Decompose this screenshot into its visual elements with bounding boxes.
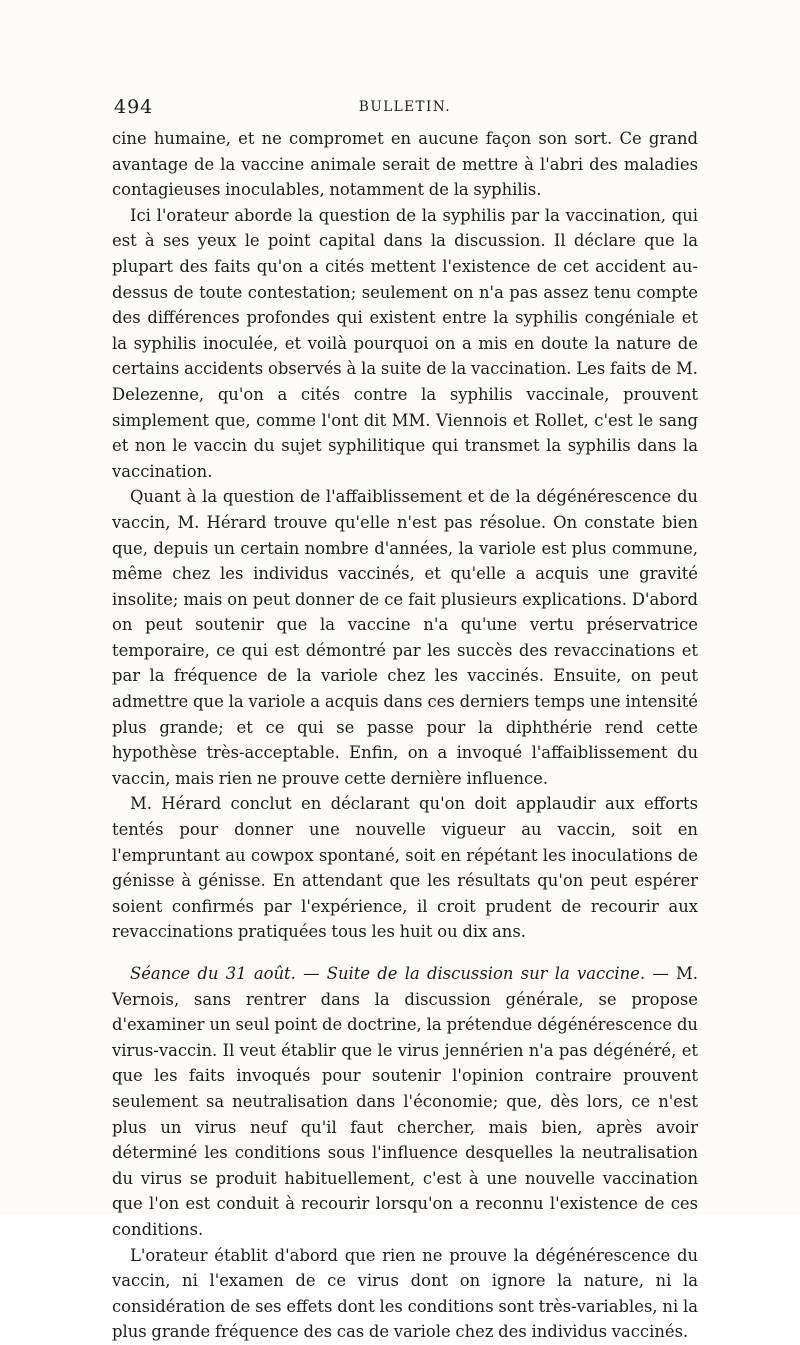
paragraph-degenerescence: Quant à la question de l'affaiblissement et de la dégénérescence du vaccin, M. Hérard trouve qu'elle n'est pas résolue. On constate bien que, depuis un certain nombre d'années, la variole est plus commune, même chez les individus vaccinés, et qu'elle a acquis une gravité insolite; mais on peut donner de ce fait plusieurs explications. D'abord on peut soutenir que la vaccine n'a qu'une vertu préservatrice temporaire, ce qui est démontré par les succès des revaccinations et par la fréquence de la variole chez les vaccinés. Ensuite, on peut admettre que la variole a acquis dans ces derniers temps une intensité plus grande; et ce qui se passe pour la diphthérie rend cette hypothèse très-acceptable. Enfin, on a invoqué l'affaiblissement du vaccin, mais rien ne prouve cette dernière influence. bbox=[112, 487, 698, 788]
paragraph-syphilis: Ici l'orateur aborde la question de la syphilis par la vaccination, qui est à ses yeux le point capital dans la discussion. Il déclare que la plupart des faits qu'on a cités mettent l'existence de cet accident au-dessus de toute contestation; seulement on n'a pas assez tenu compte des différences profondes qui existent entre la syphilis congéniale et la syphilis inoculée, et voilà pourquoi on a mis en doute la nature de certains accidents observés à la suite de la vaccination. Les faits de M. Delezenne, qu'on a cités contre la syphilis vaccinale, prouvent simplement que, comme l'ont dit MM. Viennois et Rollet, c'est le sang et non le vaccin du sujet syphilitique qui transmet la syphilis dans la vaccination. bbox=[112, 205, 698, 481]
running-head: BULLETIN. bbox=[358, 99, 452, 115]
paragraph-herard-conclusion: M. Hérard conclut en déclarant qu'on doit applaudir aux efforts tentés pour donner une nouvelle vigueur au vaccin, soit en l'empruntant au cowpox spontané, soit en répétant les inoculations de génisse à génisse. En attendant que les résultats qu'on peut espérer soient confirmés par l'expérience, il croit prudent de recourir aux revaccinations pratiquées tous les huit ou dix ans. bbox=[112, 794, 698, 942]
paragraph-continuation: cine humaine, et ne compromet en aucune façon son sort. Ce grand avantage de la vaccine animale serait de mettre à l'abri des maladies contagieuses inoculables, notamment de la syphilis. bbox=[112, 129, 698, 200]
body-text bbox=[112, 126, 698, 1345]
page-header bbox=[112, 94, 698, 124]
paragraph-seance-31-aout bbox=[112, 961, 698, 1243]
seance-dash: — bbox=[295, 964, 327, 983]
vernois-text: Vernois, sans rentrer dans la discussion générale, se propose d'examiner un seul point de doctrine, la prétendue dégénérescence du virus-vaccin. Il veut établir que le virus jennérien n'a pas dégénéré, et que les faits invoqués pour soutenir l'opinion contraire prouvent seulement sa neutralisation dans l'économie; que, dès lors, ce n'est plus un virus neuf qu'il faut chercher, mais bien, après avoir déterminé les conditions sous l'influence desquelles la neutralisation du virus se produit habituellement, c'est à une nouvelle vaccination que l'on est conduit à recourir lorsqu'on a reconnu l'existence de ces conditions. bbox=[112, 989, 698, 1239]
speaker-title: M. bbox=[676, 964, 699, 983]
seance-date: Séance du 31 août. bbox=[130, 964, 296, 983]
seance-dash-2: — bbox=[645, 964, 677, 983]
seance-subject: Suite de la discussion sur la vaccine. bbox=[326, 964, 646, 983]
paragraph-orateur: L'orateur établit d'abord que rien ne prouve la dégénérescence du vaccin, ni l'examen de ce virus dont on ignore la nature, ni la considération de ses effets dont les conditions sont très-variables, ni la plus grande fréquence des cas de variole chez des individus vaccinés. bbox=[112, 1245, 698, 1342]
page-number: 494 bbox=[114, 96, 154, 118]
